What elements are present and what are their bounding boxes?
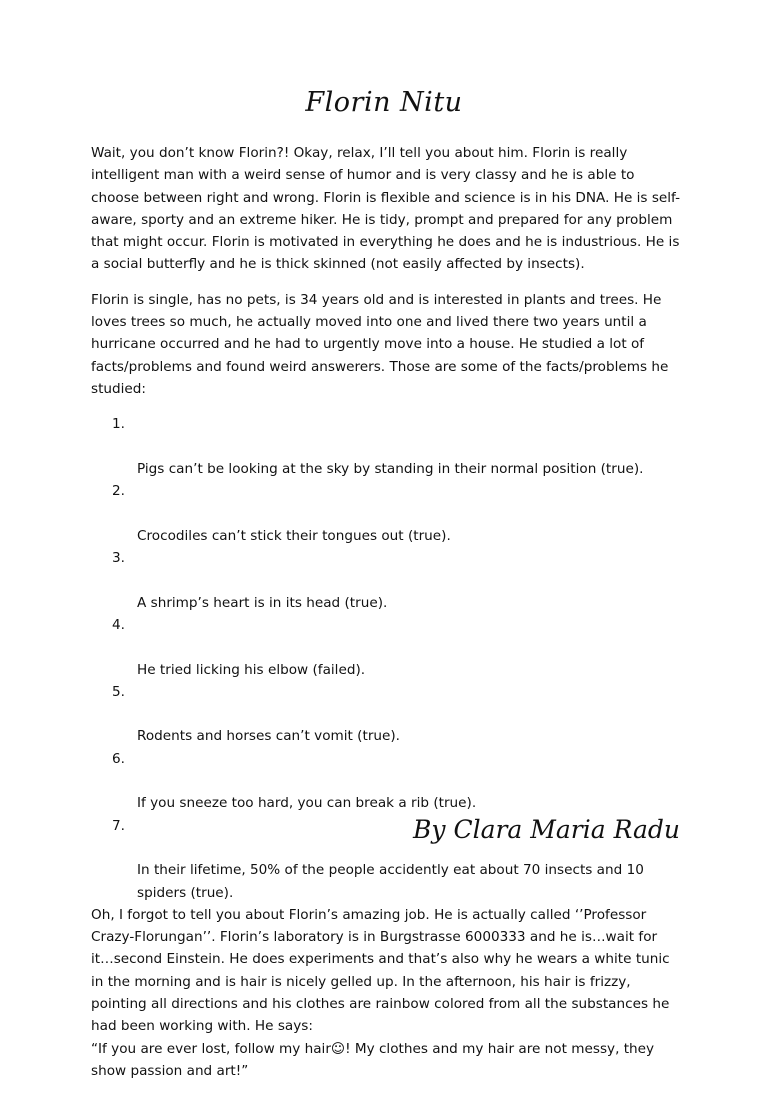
fact-item	[91, 748, 681, 815]
fact-number: 4.	[112, 616, 125, 633]
fact-text: Rodents and horses can’t vomit (true).	[137, 728, 401, 745]
fact-item	[91, 413, 681, 480]
fact-text: Pigs can’t be looking at the sky by standing in their normal position (true).	[137, 460, 644, 477]
document-body	[91, 142, 681, 1095]
fact-item	[91, 480, 681, 547]
fact-number: 1.	[112, 416, 125, 433]
fact-text: He tried licking his elbow (failed).	[137, 661, 366, 678]
fact-item	[91, 614, 681, 681]
document-title: Florin Nitu	[305, 87, 463, 118]
fact-number: 2.	[112, 483, 125, 500]
author-signature: By Clara Maria Radu	[413, 815, 680, 844]
fact-number: 5.	[112, 683, 125, 700]
fact-text: Crocodiles can’t stick their tongues out (true).	[137, 527, 451, 544]
paragraph-job: Oh, I forgot to tell you about Florin’s amazing job. He is actually called ‘’Professor Crazy-Florungan’’. Florin’s laboratory is in Burgstrasse 6000333 and he is…wait for it…second Einstein. He does experiments and that’s also why he wears a white tunic in the morning and is hair is nicely gelled up. In the afternoon, his hair is frizzy, pointing all directions and his clothes are rainbow colored from all the substances he had been working with. He says: “If you are ever lost, follow my hair☺! My clothes and my hair are not messy, they show passion and art!”	[91, 906, 670, 1079]
paragraph-intro: Wait, you don’t know Florin?! Okay, relax, I’ll tell you about him. Florin is really intelligent man with a weird sense of humor and is very classy and he is able to choose between right and wrong. Florin is flexible and science is in his DNA. He is self- aware, sporty and an extreme hiker. He is tidy, prompt and prepared for any problem that might occur. Florin is motivated in everything he does and he is industrious. He is a social butterfly and he is thick skinned (not easily affected by insects).	[91, 145, 681, 273]
fact-text: In their lifetime, 50% of the people accidently eat about 70 insects and 10 spiders (true).	[137, 862, 644, 901]
fact-number: 3.	[112, 550, 125, 567]
fact-item	[91, 681, 681, 748]
fact-text: If you sneeze too hard, you can break a rib (true).	[137, 795, 477, 812]
paragraph-background: Florin is single, has no pets, is 34 years old and is interested in plants and trees. He loves trees so much, he actually moved into one and lived there two years until a hurricane occurred and he had to urgently move into a house. He studied a lot of facts/problems and found weird answerers. Those are some of the facts/problems he studied:	[91, 291, 669, 397]
fact-number: 7.	[112, 817, 125, 834]
fact-text: A shrimp’s heart is in its head (true).	[137, 594, 388, 611]
fact-item	[91, 547, 681, 614]
fact-number: 6.	[112, 750, 125, 767]
